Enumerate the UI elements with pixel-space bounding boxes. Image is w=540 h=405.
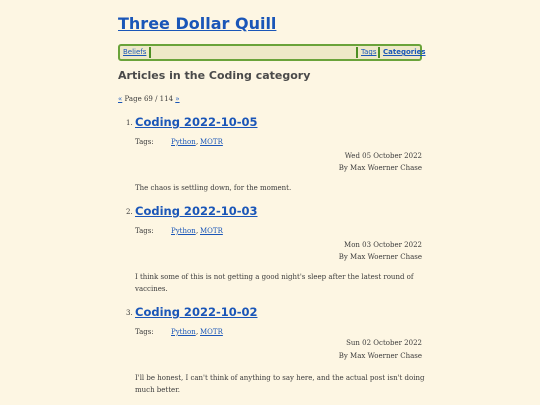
article-summary: I'll be honest, I can't think of anything to say here, and the actual post isn't doing much better. bbox=[135, 374, 425, 394]
tag-link-python[interactable]: Python bbox=[171, 227, 196, 235]
article-summary: The chaos is settling down, for the moment. bbox=[135, 184, 292, 192]
tags-label: Tags: bbox=[135, 138, 154, 146]
category-heading: Articles in the Coding category bbox=[118, 69, 311, 82]
article-date: Sun 02 October 2022 bbox=[346, 339, 422, 347]
tags-label: Tags: bbox=[135, 227, 154, 235]
article-number: 2. bbox=[126, 208, 133, 216]
nav-link-beliefs[interactable]: Beliefs bbox=[123, 48, 147, 56]
tag-link-python[interactable]: Python bbox=[171, 138, 196, 146]
nav-separator bbox=[378, 47, 380, 58]
tag-link-motr[interactable]: MOTR bbox=[200, 328, 223, 336]
article-date: Wed 05 October 2022 bbox=[344, 152, 422, 160]
nav-separator bbox=[356, 47, 358, 58]
tag-link-motr[interactable]: MOTR bbox=[200, 138, 223, 146]
pagination bbox=[118, 95, 180, 103]
prev-page-link[interactable]: « bbox=[118, 95, 123, 103]
article-title-link[interactable]: Coding 2022-10-03 bbox=[135, 204, 258, 218]
article-author: By Max Woerner Chase bbox=[338, 164, 422, 172]
article-number: 3. bbox=[126, 309, 133, 317]
article-date: Mon 03 October 2022 bbox=[344, 241, 422, 249]
article-number: 1. bbox=[126, 119, 133, 127]
next-page-link[interactable]: » bbox=[175, 95, 180, 103]
tags-label: Tags: bbox=[135, 328, 154, 336]
article-title-link[interactable]: Coding 2022-10-02 bbox=[135, 305, 258, 319]
tag-separator: , bbox=[196, 138, 199, 146]
tag-separator: , bbox=[196, 328, 199, 336]
article-summary: I think some of this is not getting a good night's sleep after the latest round of vaccines. bbox=[135, 273, 414, 293]
tag-link-python[interactable]: Python bbox=[171, 328, 196, 336]
nav-separator bbox=[149, 47, 151, 58]
nav-link-tags[interactable]: Tags bbox=[361, 48, 377, 56]
nav-link-categories[interactable]: Categories bbox=[383, 48, 426, 56]
tag-separator: , bbox=[196, 227, 199, 235]
article-author: By Max Woerner Chase bbox=[338, 352, 422, 360]
page-indicator: Page 69 / 114 bbox=[124, 95, 174, 103]
tag-link-motr[interactable]: MOTR bbox=[200, 227, 223, 235]
article-author: By Max Woerner Chase bbox=[338, 253, 422, 261]
article-title-link[interactable]: Coding 2022-10-05 bbox=[135, 115, 258, 129]
nav-bar bbox=[118, 44, 426, 61]
site-title-link[interactable]: Three Dollar Quill bbox=[118, 14, 277, 33]
